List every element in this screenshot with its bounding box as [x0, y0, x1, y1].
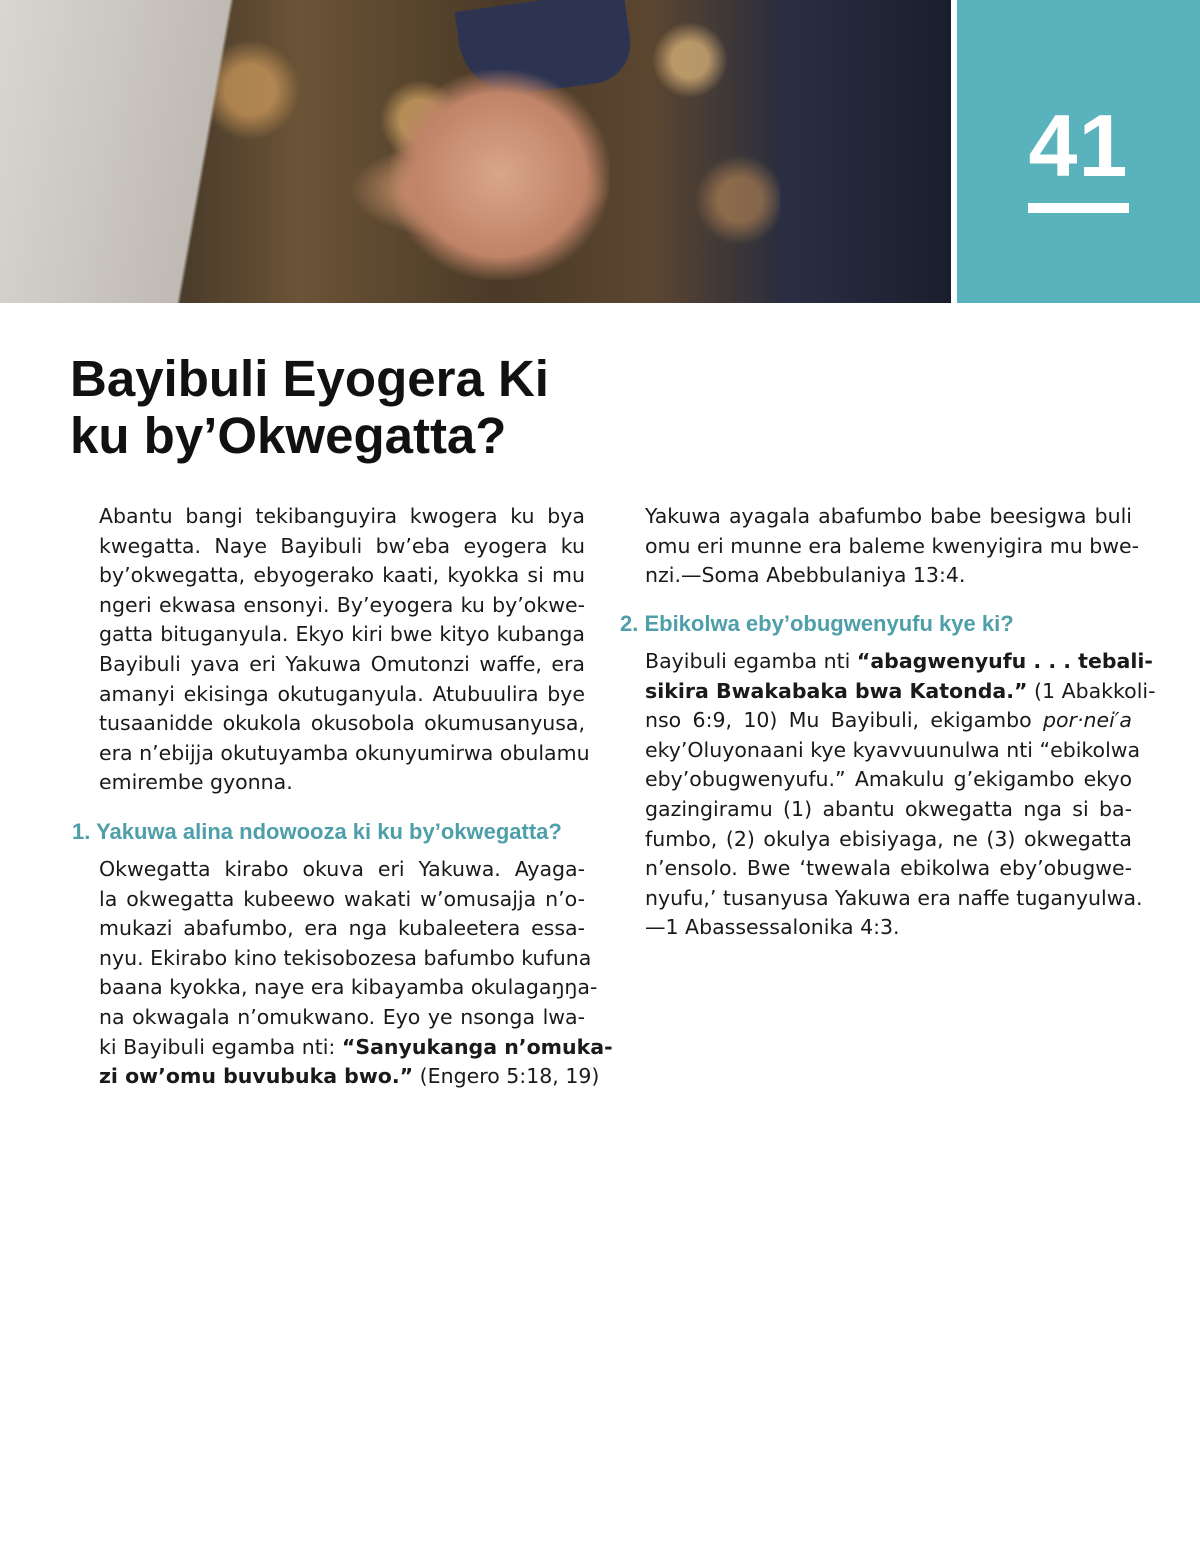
- text-line: [99, 561, 585, 591]
- text-line: [99, 650, 585, 680]
- lesson-number-badge: [957, 0, 1200, 303]
- text-segment: Yakuwa ayagala abafumbo babe beesigwa buli: [645, 504, 1132, 528]
- text-segment: la okwegatta kubeewo wakati w’omusajja n’o-: [99, 886, 585, 911]
- text-segment: nzi.—Soma Abebbulaniya 13:4.: [645, 563, 966, 588]
- text-line: [99, 914, 585, 944]
- text-line: [99, 1062, 600, 1092]
- text-segment: eby’obugwenyufu.” Amakulu g’ekigambo ekyo: [645, 767, 1132, 792]
- text-line: [645, 706, 1132, 736]
- text-segment: omu eri munne era baleme kwenyigira mu bwe-: [645, 533, 1140, 558]
- lesson-number-underline: [1028, 203, 1129, 213]
- photo-sleeve-left: [0, 0, 330, 303]
- text-segment: fumbo, (2) okulya ebisiyaga, ne (3) okwegatta: [645, 826, 1132, 851]
- text-line: [99, 885, 585, 915]
- text-segment: eky’Oluyonaani kye kyavvuunulwa nti “ebikolwa: [645, 737, 1141, 762]
- text-segment: na okwagala n’omukwano. Eyo ye nsonga lwa-: [99, 1004, 585, 1029]
- text-line: [645, 913, 1132, 943]
- bold-quote: sikira Bwakabaka bwa Katonda.”: [645, 678, 1028, 703]
- question-2-heading: 2. Ebikolwa eby’obugwenyufu kye ki?: [620, 611, 1014, 636]
- text-segment: Bayibuli egamba nti: [645, 649, 857, 673]
- text-line: [645, 561, 1132, 591]
- text-line: [645, 532, 1140, 562]
- intro-paragraph: [99, 502, 590, 798]
- italic-term: por·nei′a: [1042, 708, 1132, 733]
- text-segment: nyu. Ekirabo kino tekisobozesa bafumbo kufuna: [99, 945, 592, 970]
- answer-1-paragraph: [99, 855, 613, 1092]
- text-line: [645, 677, 1156, 707]
- text-segment: nso 6:9, 10) Mu Bayibuli, ekigambo: [645, 708, 1043, 733]
- text-segment: by’okwegatta, ebyogerako kaati, kyokka si mu: [99, 563, 585, 588]
- text-line: [645, 854, 1132, 884]
- text-line: [99, 855, 585, 885]
- text-line: [99, 768, 585, 798]
- text-segment: era n’ebijja okutuyamba okunyumirwa obulamu: [99, 740, 590, 765]
- page-title-line: Bayibuli Eyogera Ki: [70, 350, 549, 407]
- text-segment: tusaanidde okukola okusobola okumusanyusa,: [99, 711, 585, 736]
- text-segment: nyufu,’ tusanyusa Yakuwa era naffe tuganyulwa.: [645, 885, 1143, 910]
- text-segment: (1 Abakkoli-: [1027, 678, 1156, 703]
- photo-hands: [390, 70, 610, 280]
- bold-quote: zi ow’omu buvubuka bwo.”: [99, 1064, 414, 1089]
- lesson-number: 41: [1028, 96, 1129, 195]
- bold-quote: “Sanyukanga n’omuka-: [341, 1034, 613, 1059]
- answer-2-paragraph: [645, 647, 1156, 943]
- text-segment: ki Bayibuli egamba nti:: [99, 1034, 342, 1059]
- text-segment: emirembe gyonna.: [99, 770, 293, 795]
- bold-quote: “abagwenyufu . . . tebali-: [856, 649, 1153, 673]
- text-segment: mukazi abafumbo, era nga kubaleetera essa-: [99, 916, 585, 941]
- question-1-heading: 1. Yakuwa alina ndowooza ki ku by’okwegatta?: [72, 819, 562, 844]
- text-line: [99, 532, 585, 562]
- text-segment: kwegatta. Naye Bayibuli bw’eba eyogera ku: [99, 533, 585, 558]
- text-segment: Abantu bangi tekibanguyira kwogera ku bya: [99, 504, 585, 528]
- answer-1-continued-paragraph: [645, 502, 1140, 591]
- text-segment: ngeri ekwasa ensonyi. By’eyogera ku by’okwe-: [99, 592, 585, 617]
- text-segment: Bayibuli yava eri Yakuwa Omutonzi waffe, era: [99, 651, 585, 676]
- text-line: [645, 795, 1132, 825]
- text-line: [99, 1033, 613, 1063]
- text-line: [99, 1003, 585, 1033]
- text-segment: amanyi ekisinga okutuganyula. Atubuulira bye: [99, 681, 585, 706]
- text-line: [645, 647, 1153, 677]
- hero-photo-holding-hands: [0, 0, 951, 303]
- text-segment: (Engero 5:18, 19): [413, 1064, 600, 1089]
- text-line: [99, 944, 592, 974]
- text-segment: n’ensolo. Bwe ‘twewala ebikolwa eby’obugwe-: [645, 856, 1132, 881]
- text-line: [99, 620, 585, 650]
- text-line: [645, 765, 1132, 795]
- text-segment: baana kyokka, naye era kibayamba okulagaŋŋa-: [99, 975, 598, 1000]
- text-line: [645, 502, 1132, 532]
- text-line: [99, 739, 590, 769]
- text-segment: gatta bituganyula. Ekyo kiri bwe kityo kubanga: [99, 622, 585, 647]
- text-line: [645, 825, 1132, 855]
- text-line: [645, 736, 1141, 766]
- text-line: [99, 591, 585, 621]
- text-line: [645, 884, 1143, 914]
- text-line: [99, 680, 585, 710]
- photo-jacket: [780, 0, 951, 303]
- page-title-line: ku by’Okwegatta?: [70, 407, 507, 464]
- text-line: [99, 502, 585, 532]
- text-segment: —1 Abassessalonika 4:3.: [645, 915, 900, 940]
- text-line: [99, 709, 585, 739]
- text-line: [99, 973, 598, 1003]
- page-title: [70, 350, 549, 464]
- text-segment: Okwegatta kirabo okuva eri Yakuwa. Ayaga-: [99, 857, 585, 881]
- text-segment: gazingiramu (1) abantu okwegatta nga si ba-: [645, 796, 1132, 821]
